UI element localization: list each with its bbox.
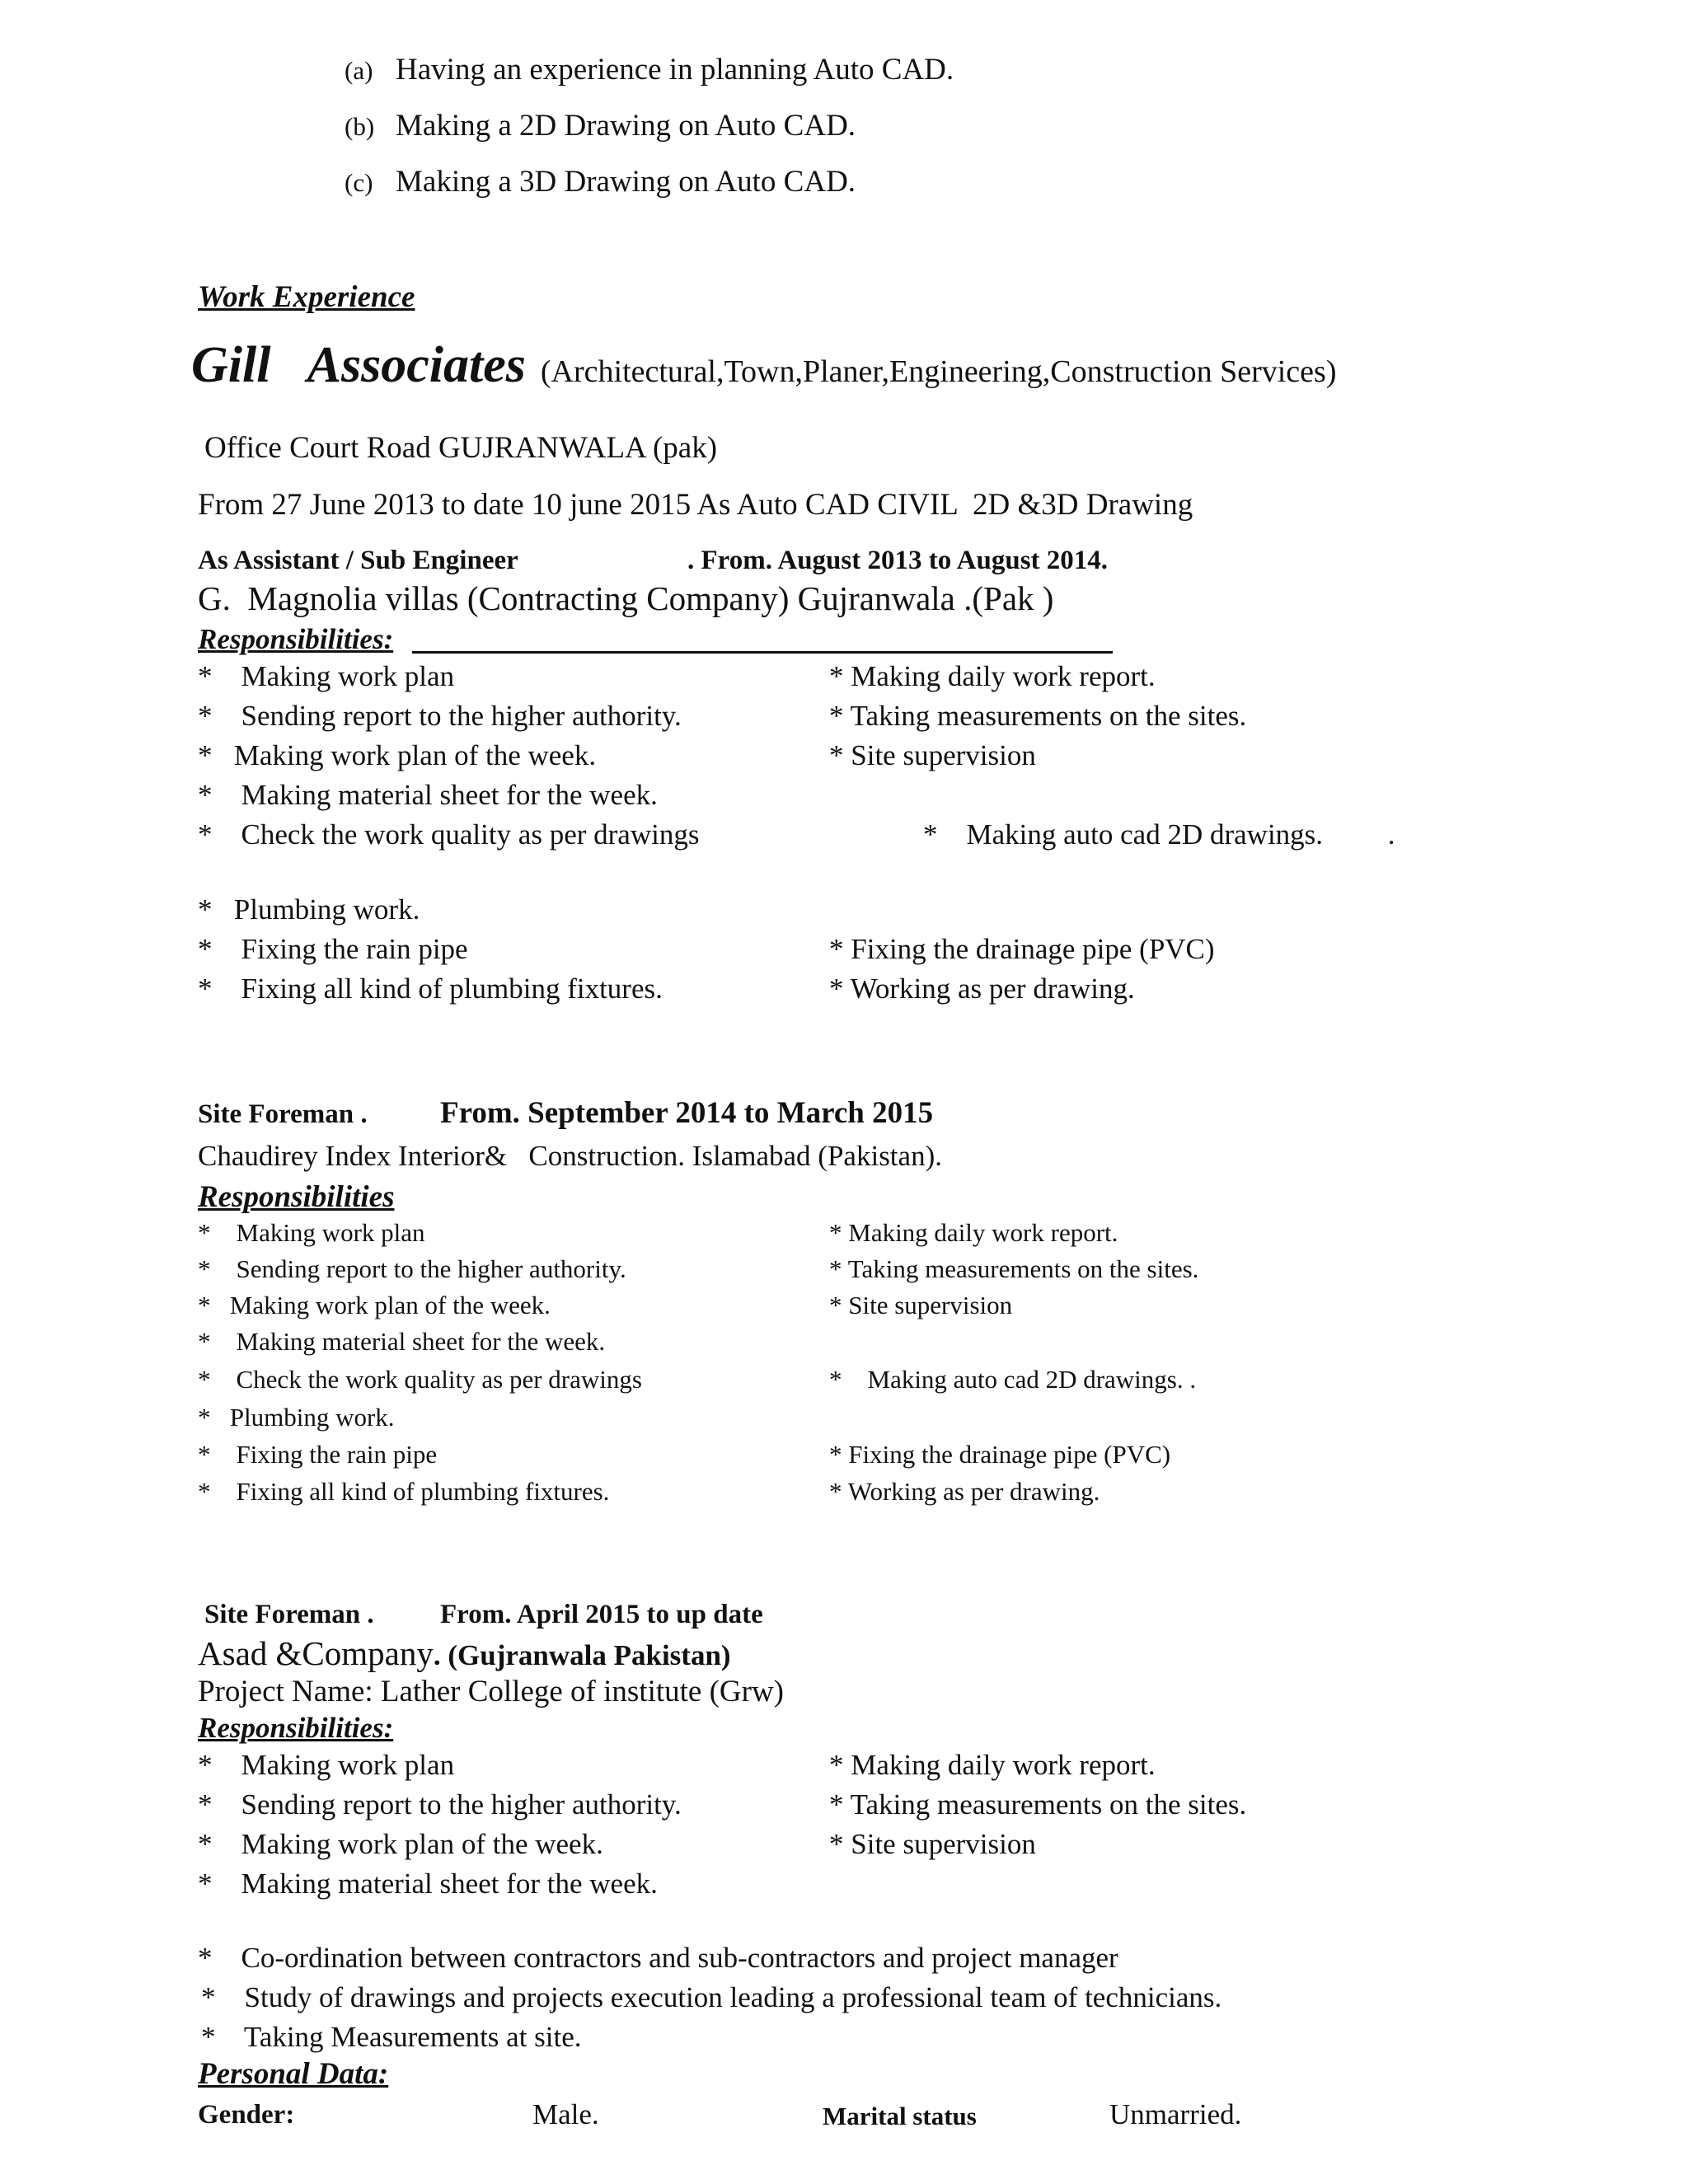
list-item: * Fixing all kind of plumbing fixtures. bbox=[198, 972, 663, 1005]
list-item: * Sending report to the higher authority. bbox=[198, 1254, 626, 1283]
company-name: Asad &Company bbox=[198, 1634, 434, 1672]
company-description: (Architectural,Town,Planer,Engineering,Construction Services) bbox=[540, 354, 1337, 389]
list-item: * Sending report to the higher authority. bbox=[198, 1788, 682, 1821]
job-dates: From. September 2014 to March 2015 bbox=[440, 1096, 934, 1130]
list-item: * Plumbing work. bbox=[198, 893, 420, 926]
list-item: * Making daily work report. bbox=[829, 1218, 1118, 1247]
list-item: * Making work plan bbox=[198, 660, 455, 692]
marital-status-value: Unmarried. bbox=[1109, 2098, 1242, 2130]
list-item: * Check the work quality as per drawings bbox=[198, 818, 700, 851]
list-item: * Making work plan of the week. bbox=[198, 1828, 603, 1860]
list-item: * Taking Measurements at site. bbox=[201, 2021, 582, 2053]
list-item: * Plumbing work. bbox=[198, 1403, 395, 1432]
gender-value: Male. bbox=[532, 2098, 599, 2130]
list-item: * Co-ordination between contractors and sub-contractors and project manager bbox=[198, 1942, 1118, 1974]
skill-tag: (a) bbox=[345, 56, 373, 85]
list-item: * Taking measurements on the sites. bbox=[829, 1788, 1247, 1821]
project-name: Project Name: Lather College of institute (Grw) bbox=[198, 1675, 785, 1708]
list-item: * Making work plan bbox=[198, 1749, 455, 1781]
list-item: * Taking measurements on the sites. bbox=[829, 700, 1247, 732]
list-item: * Check the work quality as per drawings bbox=[198, 1365, 642, 1394]
job-company: G. Magnolia villas (Contracting Company) Gujranwala .(Pak ) bbox=[198, 579, 1054, 617]
list-item: * Making daily work report. bbox=[829, 660, 1156, 692]
skill-text: Having an experience in planning Auto CAD. bbox=[396, 53, 954, 87]
list-item: * Sending report to the higher authority. bbox=[198, 700, 682, 732]
responsibilities-heading: Responsibilities: bbox=[198, 623, 394, 655]
skill-tag: (c) bbox=[345, 168, 373, 197]
list-item: * Making material sheet for the week. bbox=[198, 779, 658, 811]
list-item: * Fixing the drainage pipe (PVC) bbox=[829, 933, 1215, 965]
job-dates: From. April 2015 to up date bbox=[440, 1600, 763, 1629]
job-company: Chaudirey Index Interior& Construction. Islamabad (Pakistan). bbox=[198, 1140, 942, 1172]
skill-item bbox=[345, 110, 856, 141]
company-header bbox=[191, 337, 1337, 393]
list-item: * Taking measurements on the sites. bbox=[829, 1254, 1199, 1283]
skill-text: Making a 2D Drawing on Auto CAD. bbox=[396, 109, 856, 143]
list-item: * Making daily work report. bbox=[829, 1749, 1156, 1781]
job-title: Site Foreman . bbox=[198, 1099, 368, 1129]
list-item: * Making work plan of the week. bbox=[198, 1291, 551, 1319]
gender-label: Gender: bbox=[198, 2100, 295, 2130]
list-item: * Working as per drawing. bbox=[829, 1477, 1100, 1506]
list-item: * Making material sheet for the week. bbox=[198, 1327, 606, 1356]
office-address: Office Court Road GUJRANWALA (pak) bbox=[204, 431, 718, 465]
list-item: * Site supervision bbox=[829, 1828, 1036, 1860]
list-item: * Fixing the rain pipe bbox=[198, 933, 468, 965]
job-title: As Assistant / Sub Engineer bbox=[198, 546, 518, 575]
responsibilities-heading: Responsibilities bbox=[198, 1180, 395, 1214]
personal-data-heading: Personal Data: bbox=[198, 2057, 389, 2091]
list-item: * Making work plan bbox=[198, 1218, 425, 1247]
skill-item bbox=[345, 54, 954, 85]
job-company bbox=[198, 1634, 731, 1672]
list-item: * Site supervision bbox=[829, 1291, 1013, 1319]
skill-text: Making a 3D Drawing on Auto CAD. bbox=[396, 165, 856, 199]
company-location: . (Gujranwala Pakistan) bbox=[433, 1639, 731, 1671]
marital-status-label: Marital status bbox=[823, 2102, 977, 2130]
list-item: * Site supervision bbox=[829, 739, 1036, 771]
work-experience-heading: Work Experience bbox=[198, 280, 415, 314]
list-item: * Making work plan of the week. bbox=[198, 739, 597, 771]
list-item: * Making material sheet for the week. bbox=[198, 1868, 658, 1900]
skill-tag: (b) bbox=[345, 112, 375, 141]
list-item: * Fixing the drainage pipe (PVC) bbox=[829, 1440, 1171, 1469]
job-title: Site Foreman . bbox=[204, 1600, 374, 1629]
list-item: * Fixing the rain pipe bbox=[198, 1440, 438, 1469]
responsibilities-heading: Responsibilities: bbox=[198, 1712, 394, 1744]
skill-item bbox=[345, 166, 856, 197]
company-name: Gill Associates bbox=[191, 337, 526, 393]
list-item: * Making auto cad 2D drawings. . bbox=[923, 818, 1395, 851]
employment-period: From 27 June 2013 to date 10 june 2015 As Auto CAD CIVIL 2D &3D Drawing bbox=[198, 488, 1193, 522]
list-item: * Making auto cad 2D drawings. . bbox=[829, 1365, 1197, 1394]
heading-underline bbox=[412, 651, 1113, 654]
job-dates: . From. August 2013 to August 2014. bbox=[687, 546, 1109, 575]
list-item: * Study of drawings and projects execution leading a professional team of technicians. bbox=[201, 1981, 1222, 2013]
list-item: * Working as per drawing. bbox=[829, 972, 1135, 1005]
list-item: * Fixing all kind of plumbing fixtures. bbox=[198, 1477, 610, 1506]
